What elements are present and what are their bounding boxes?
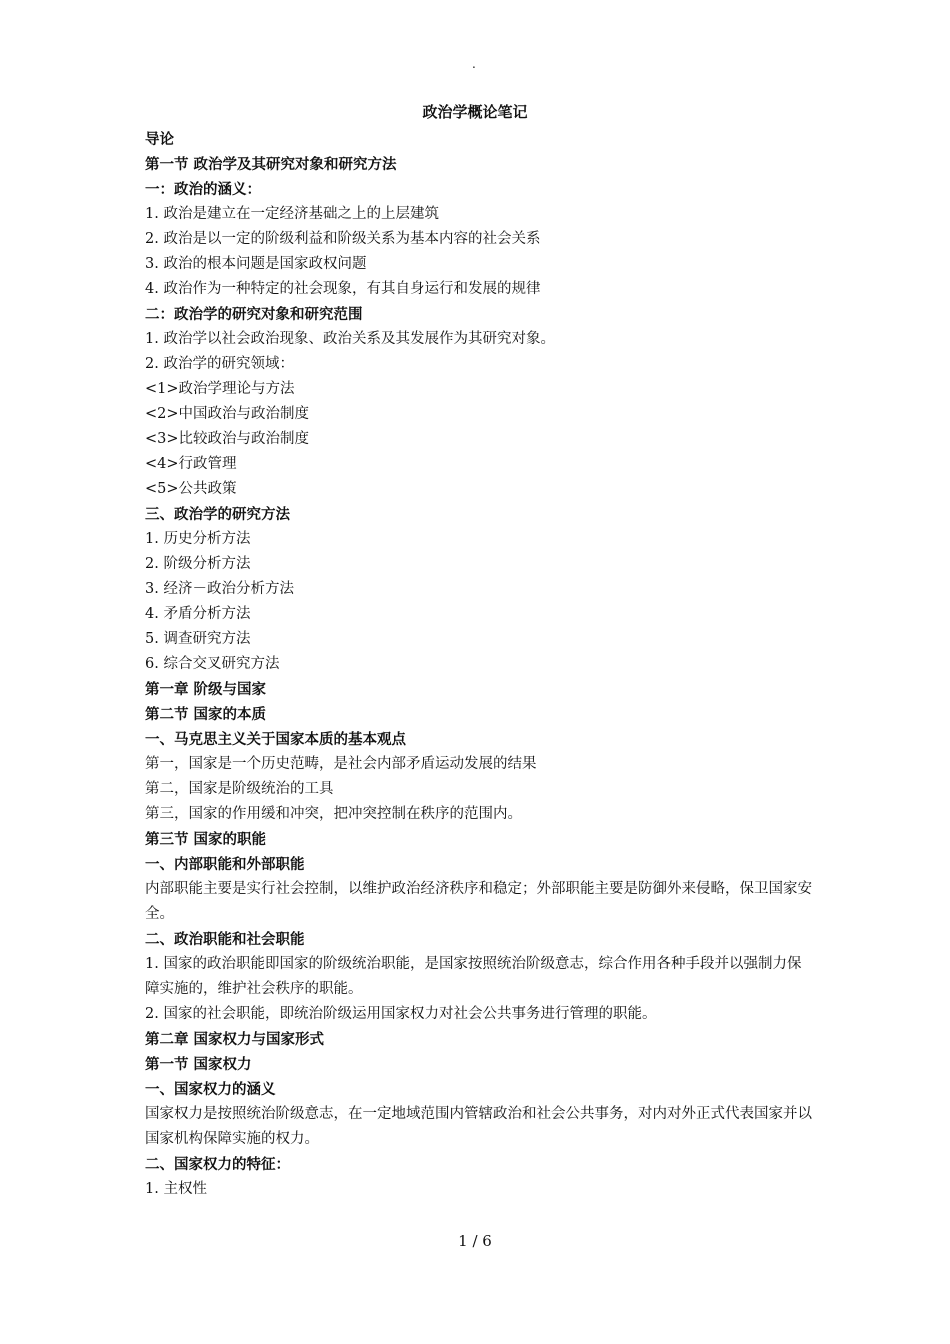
document-title: 政治学概论笔记: [422, 103, 528, 121]
text-line: 国家权力是按照统治阶级意志，在一定地域范围内管辖政治和社会公共事务，对内对外正式代表国家并以国家机构保障实施的权力。: [145, 1106, 812, 1147]
text-line: 2. 阶级分析方法: [145, 556, 251, 572]
text-line: 2. 政治学的研究领域：: [145, 356, 294, 372]
heading-line: 第二节 国家的本质: [145, 706, 267, 723]
text-line: 1. 历史分析方法: [145, 531, 251, 547]
document-body: [145, 127, 813, 1202]
text-line: 3. 政治的根本问题是国家政权问题: [145, 256, 367, 272]
heading-line: 二、国家权力的特征：: [145, 1156, 290, 1173]
text-line: 第一，国家是一个历史范畴，是社会内部矛盾运动发展的结果: [145, 756, 537, 772]
text-line: <1>政治学理论与方法: [145, 381, 295, 397]
heading-line: 第一节 政治学及其研究对象和研究方法: [145, 156, 397, 173]
page-number: 1 / 6: [458, 1232, 492, 1250]
text-line: <4>行政管理: [145, 456, 237, 472]
text-line: 4. 矛盾分析方法: [145, 606, 251, 622]
text-line: 4. 政治作为一种特定的社会现象，有其自身运行和发展的规律: [145, 281, 541, 297]
heading-line: 一、马克思主义关于国家本质的基本观点: [145, 731, 406, 748]
text-line: 第二，国家是阶级统治的工具: [145, 781, 334, 797]
text-line: 1. 政治是建立在一定经济基础之上的上层建筑: [145, 206, 439, 222]
text-line: 1. 主权性: [145, 1181, 207, 1197]
text-line: 内部职能主要是实行社会控制，以维护政治经济秩序和稳定；外部职能主要是防御外来侵略，保卫国家安全。: [145, 881, 812, 922]
text-line: 2. 政治是以一定的阶级利益和阶级关系为基本内容的社会关系: [145, 231, 541, 247]
text-line: 第三，国家的作用缓和冲突，把冲突控制在秩序的范围内。: [145, 806, 522, 822]
text-line: 6. 综合交叉研究方法: [145, 656, 280, 672]
heading-line: 第一节 国家权力: [145, 1056, 252, 1073]
heading-line: 一、国家权力的涵义: [145, 1081, 276, 1098]
text-line: <5>公共政策: [145, 481, 237, 497]
text-line: 1. 国家的政治职能即国家的阶级统治职能，是国家按照统治阶级意志，综合作用各种手段并以强制力保障实施的，维护社会秩序的职能。: [145, 956, 802, 997]
text-line: 5. 调查研究方法: [145, 631, 251, 647]
heading-line: 导论: [145, 131, 174, 148]
heading-line: 一：政治的涵义：: [145, 181, 261, 198]
text-line: <3>比较政治与政治制度: [145, 431, 310, 447]
heading-line: 第二章 国家权力与国家形式: [145, 1031, 325, 1048]
heading-line: 二、政治职能和社会职能: [145, 931, 305, 948]
text-line: <2>中国政治与政治制度: [145, 406, 310, 422]
header-mark: .: [472, 57, 476, 71]
heading-line: 一、内部职能和外部职能: [145, 856, 305, 873]
heading-line: 三、政治学的研究方法: [145, 506, 290, 523]
text-line: 1. 政治学以社会政治现象、政治关系及其发展作为其研究对象。: [145, 331, 555, 347]
text-line: 3. 经济－政治分析方法: [145, 581, 294, 597]
heading-line: 二：政治学的研究对象和研究范围: [145, 306, 363, 323]
heading-line: 第一章 阶级与国家: [145, 681, 267, 698]
heading-line: 第三节 国家的职能: [145, 831, 267, 848]
text-line: 2. 国家的社会职能，即统治阶级运用国家权力对社会公共事务进行管理的职能。: [145, 1006, 657, 1022]
